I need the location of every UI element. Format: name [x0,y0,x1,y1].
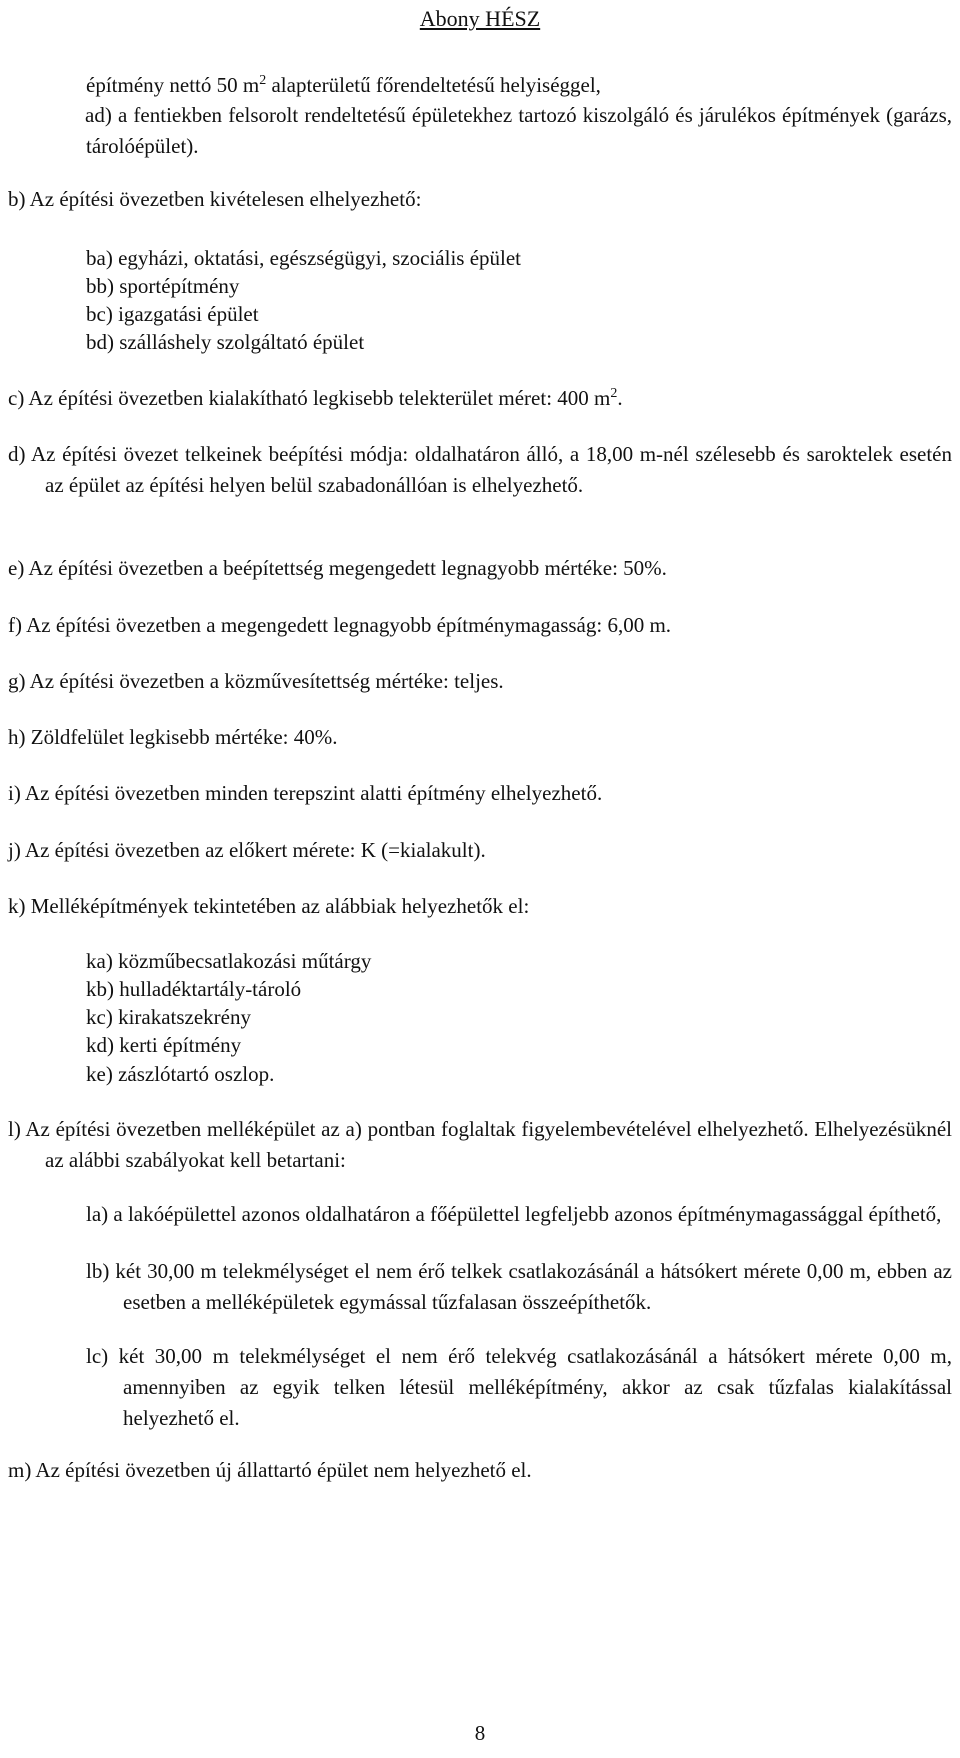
list-item-ba: ba) egyházi, oktatási, egészségügyi, szociális épület [86,246,522,270]
section-f: f) Az építési övezetben a megengedett legnagyobb építménymagasság: 6,00 m. [8,613,672,637]
list-item-lc: lc) két 30,00 m telekmélységet el nem érő telekvég csatlakozásánál a hátsókert mérete 0,00 m, amennyiben az egyik telken létesül melléképítmény, akkor az csak tűzfalas kialakítással helyezhető el. [86,1344,952,1430]
section-h: h) Zöldfelület legkisebb mértéke: 40%. [8,725,338,749]
list-item-bb: bb) sportépítmény [86,274,240,298]
list-item-lb: lb) két 30,00 m telekmélységet el nem érő telkek csatlakozásánál a hátsókert mérete 0,00 m, ebben az esetben a melléképületek egymással tűzfalasan összeépíthetők. [86,1259,952,1314]
document-title: Abony HÉSZ [419,6,541,31]
section-l-intro: l) Az építési övezetben melléképület az a) pontban foglaltak figyelembevételével elhelyezhető. Elhelyezésüknél az alábbi szabályokat kell betartani: [8,1117,952,1172]
list-item-kc: kc) kirakatszekrény [86,1005,251,1029]
section-m: m) Az építési övezetben új állattartó épület nem helyezhető el. [8,1458,532,1482]
continuation-line: építmény nettó 50 $m^2$ alapterületű főrendeltetésű helyiséggel, [86,73,601,97]
list-item-kb: kb) hulladéktartály-tároló [86,977,302,1001]
list-item-kd: kd) kerti építmény [86,1033,242,1057]
section-e: e) Az építési övezetben a beépítettség megengedett legnagyobb mértéke: 50%. [8,556,667,580]
list-item-la: la) a lakóépülettel azonos oldalhatáron a főépülettel legfeljebb azonos építménymagassággal építhető, [86,1202,942,1226]
list-item-ka: ka) közműbecsatlakozási műtárgy [86,949,372,973]
page-header [0,3,960,35]
list-item-bc: bc) igazgatási épület [86,302,259,326]
section-k-heading: k) Melléképítmények tekintetében az alábbiak helyezhetők el: [8,894,530,918]
section-d: d) Az építési övezet telkeinek beépítési módja: oldalhatáron álló, a 18,00 m-nél szélesebb és saroktelek esetén az épület az építési helyen belül szabadonállóan is elhelyezhető. [8,442,952,497]
list-item-ke: ke) zászlótartó oszlop. [86,1062,275,1086]
list-item-bd: bd) szálláshely szolgáltató épület [86,330,365,354]
section-b-heading: b) Az építési övezetben kivételesen elhelyezhető: [8,187,422,211]
page-number: 8 [474,1721,486,1745]
section-g: g) Az építési övezetben a közművesítettség mértéke: teljes. [8,669,504,693]
section-c: c) Az építési övezetben kialakítható legkisebb telekterület méret: 400 $m^2$. [8,386,623,410]
item-ad: ad) a fentiekben felsorolt rendeltetésű épületekhez tartozó kiszolgáló és járulékos építmények (garázs, tárolóépület). [85,103,952,158]
section-i: i) Az építési övezetben minden terepszint alatti építmény elhelyezhető. [8,781,603,805]
section-j: j) Az építési övezetben az előkert mérete: K (=kialakult). [8,838,486,862]
